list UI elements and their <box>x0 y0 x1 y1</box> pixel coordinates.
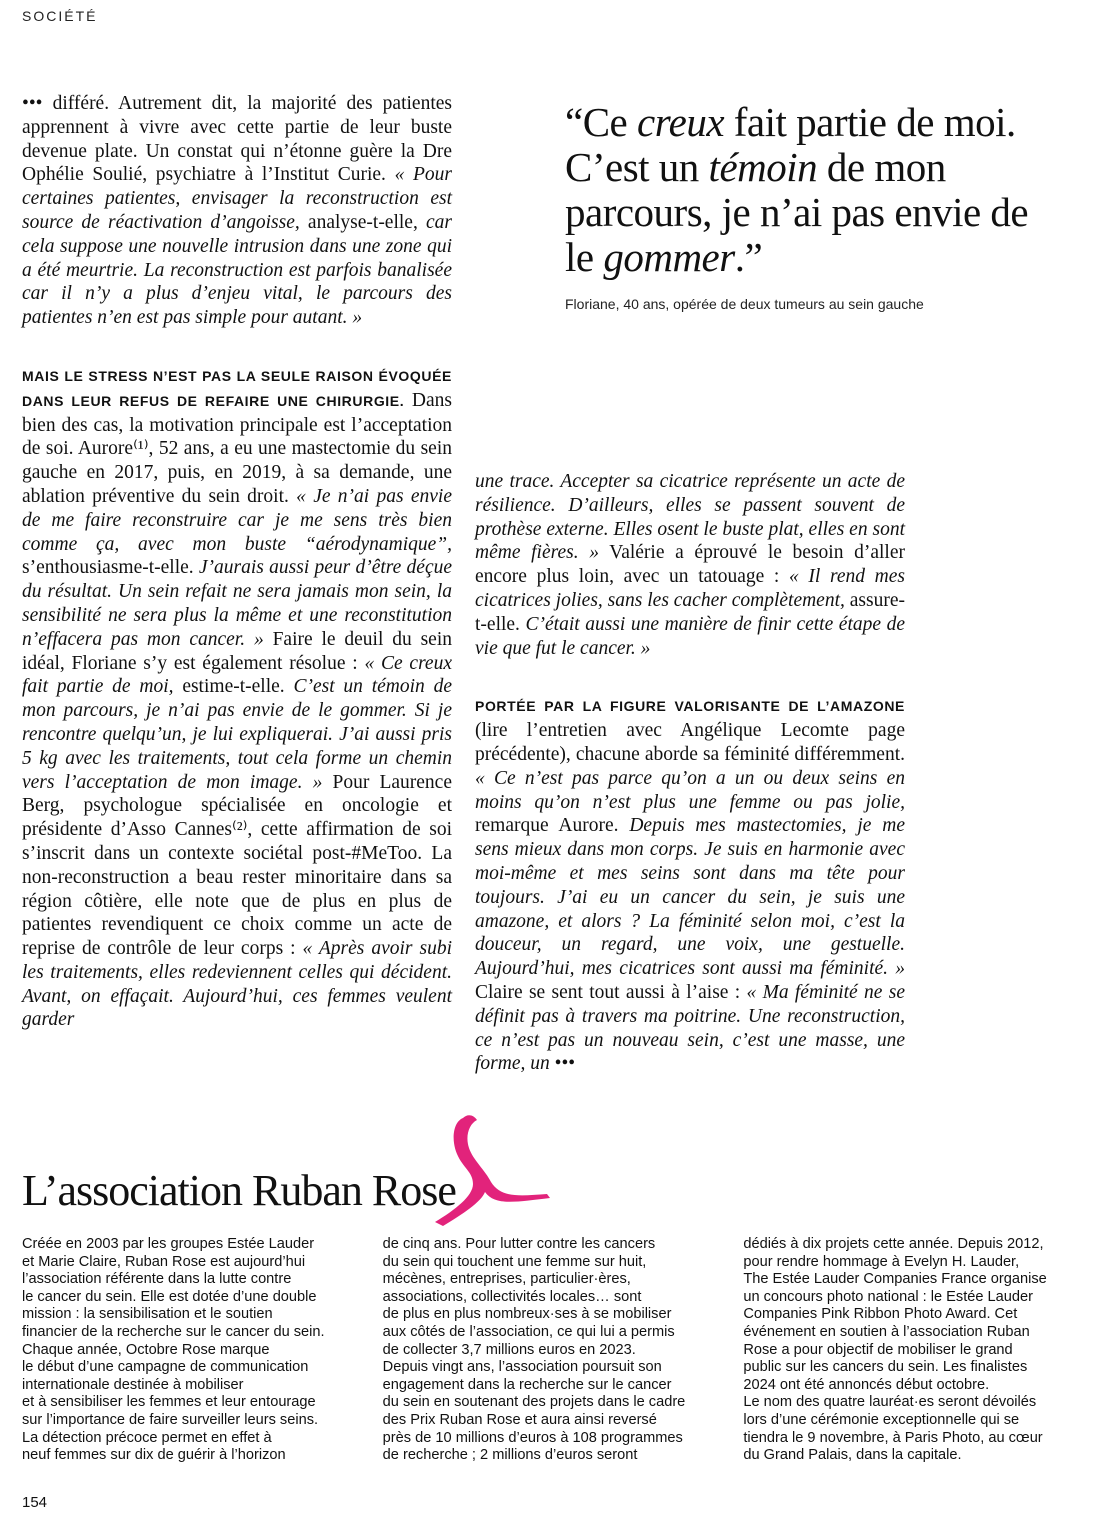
text: Dans bien des cas, la motivation principale est l’acceptation de soi. Aurore⁽¹⁾, 52 ans, a eu une mastectomie du sein gauche en 2017, puis, en 2019, à sa demande, une ablation préventive du sein droit. <box>22 389 453 507</box>
text: Faire le deuil du sein idéal, Floriane s’y est également résolue : <box>22 628 452 674</box>
text: ••• <box>549 1053 576 1075</box>
italic-text: « Je n’ai pas envie de me faire reconstruire car je me sens très bien comme ça, avec mon buste “aérodynamique”, <box>22 485 452 555</box>
paragraph-lead: PORTÉE PAR LA FIGURE VALORISANTE DE L’AMAZONE <box>475 698 905 715</box>
italic-text: « Ma féminité ne se définit pas à travers ma poitrine. Une reconstruction, ce n’est pas un nouveau sein, c’est une masse, une forme, un <box>475 981 905 1075</box>
paragraph <box>22 364 452 1032</box>
paragraph-lead: MAIS LE STRESS N’EST PAS LA SEULE RAISON ÉVOQUÉE DANS LEUR REFUS DE REFAIRE UNE CHIRURGIE. <box>22 367 452 409</box>
box-column-3: dédiés à dix projets cette année. Depuis 2012, pour rendre hommage à Evelyn H. Lauder, The Estée Lauder Companies France organise un concours photo national : le Estée Lauder Companies Pink Ribbon Photo Award. Cet événement en soutien à l’association Ruban Rose a pour objectif de mobiliser le grand public sur les cancers du sein. Les finalistes 2024 ont été annoncés début octobre. Le nom des quatre lauréat·es seront dévoilés lors d’une cérémonie exceptionnelle qui se tiendra le 9 novembre, à Paris Photo, au cœur du Grand Palais, dans la capitale. <box>743 1236 1047 1464</box>
section-label: SOCIÉTÉ <box>22 8 98 24</box>
text: assure-t-elle. <box>475 589 905 635</box>
text: Valérie a éprouvé le besoin d’aller encore plus loin, avec un tatouage : <box>475 542 905 588</box>
italic-text: « Il rend mes cicatrices jolies, sans les cacher complètement, <box>475 566 905 611</box>
text: analyse-t-elle, <box>299 211 426 233</box>
article-column-left <box>22 92 452 1032</box>
paragraph <box>22 92 452 330</box>
pull-quote-credit: Floriane, 40 ans, opérée de deux tumeurs au sein gauche <box>565 296 924 312</box>
italic-text: « Après avoir subi les traitements, elles redeviennent celles qui décident. Avant, on effaçait. Aujourd’hui, ces femmes veulent garder <box>22 938 453 1031</box>
text: ••• différé. Autrement dit, la majorité des patientes apprennent à vivre avec cette partie de leur buste devenue plate. Un constat qui n’étonne guère la Dre Ophélie Soulié, psychiatre à l’Institut Curie. <box>22 93 452 186</box>
italic-text: car cela suppose une nouvelle intrusion dans une zone qui a été meurtrie. La reconstruction est parfois banalisée car il n’y a plus d’enjeu vital, le parcours des patientes n’en est pas simple pour autant. » <box>22 211 452 329</box>
text: s’enthousiasme-t-elle. <box>22 557 199 579</box>
text: de mon parcours, je n’ai pas envie de le <box>565 144 1029 280</box>
text: (lire l’entretien avec Angélique Lecomte page précédente), chacune aborde sa féminité différemment. <box>475 720 905 765</box>
box-columns <box>22 1236 1082 1465</box>
article-column-right <box>475 470 905 1076</box>
italic-text: C’est un témoin de mon parcours, je n’ai pas envie de le gommer. Si je rencontre quelqu’un, je lui expliquerai. J’ai aussi pris 5 kg avec les traitements, tout cela forme un chemin vers l’acceptation de mon image. » <box>22 676 452 793</box>
italic-text: « Ce creux fait partie de moi, <box>22 652 452 698</box>
box-title: L’association Ruban Rose <box>22 1166 456 1215</box>
text: estime-t-elle. <box>173 676 294 698</box>
paragraph <box>475 694 905 1076</box>
italic-text: C’était aussi une manière de finir cette étape de vie que fut le cancer. » <box>475 613 905 659</box>
italic-text: J’aurais aussi peur d’être déçue du résultat. Un sein refait ne sera jamais mon sein, la sensibilité ne sera plus la même et une reconstitution n’effacera pas mon cancer. » <box>22 557 453 650</box>
italic-text: creux <box>637 99 725 145</box>
italic-text: « Pour certaines patientes, envisager la reconstruction est source de réactivation d’angoisse, <box>22 164 453 233</box>
text: “Ce <box>565 99 637 145</box>
italic-text: une trace. Accepter sa cicatrice représente un acte de résilience. D’ailleurs, elles se passent souvent de prothèse externe. Elles osent le buste plat, elles en sont même fières. » <box>475 471 905 564</box>
italic-text: gommer <box>603 234 735 280</box>
italic-text: Depuis mes mastectomies, je me sens mieux dans mon corps. Je suis en harmonie avec moi-même et mes seins sont dans ma tête pour toujours. J’ai eu un cancer du sein, je suis une amazone, et alors ? La féminité selon moi, c’est la douceur, un regard, une voix, une gestuelle. Aujourd’hui, mes cicatrices sont aussi ma féminité. » <box>475 815 905 980</box>
text: fait partie de moi. C’est un <box>565 99 1016 190</box>
text: Pour Laurence Berg, psychologue spécialisée en oncologie et présidente d’Asso Cannes⁽²⁾, cette affirmation de soi s’inscrit dans un contexte sociétal post-#MeToo. La non-reconstruction a beau rester minoritaire dans sa région côtière, elle note que de plus en plus de patientes revendiquent ce choix comme un acte de reprise de contrôle de leur corps : <box>22 771 452 960</box>
page-number: 154 <box>22 1494 48 1511</box>
pink-ribbon-icon <box>415 1110 555 1230</box>
text: remarque Aurore. <box>475 815 630 837</box>
pull-quote <box>565 100 1065 312</box>
italic-text: « Ce n’est pas parce qu’on a un ou deux seins en moins qu’on n’est plus une femme ou pas jolie, <box>475 767 905 813</box>
pull-quote-text <box>565 100 1065 280</box>
paragraph <box>475 470 905 660</box>
text: Claire se sent tout aussi à l’aise : <box>475 981 747 1003</box>
italic-text: témoin <box>708 144 818 190</box>
box-column-2: de cinq ans. Pour lutter contre les cancers du sein qui touchent une femme sur huit, mécènes, entreprises, particulier·ères, associations, collectivités locales… sont de plus en plus nombreux·ses à se mobiliser aux côtés de l’association, ce qui lui a permis de collecter 3,7 millions euros en 2023. Depuis vingt ans, l’association poursuit son engagement dans la recherche sur le cancer du sein en soutenant des projets dans le cadre des Prix Ruban Rose et aura ainsi reversé près de 10 millions d’euros à 108 programmes de recherche ; 2 millions d’euros seront <box>382 1236 686 1464</box>
box-column-1: Créée en 2003 par les groupes Estée Lauder et Marie Claire, Ruban Rose est aujourd’hui l’association référente dans la lutte contre le cancer du sein. Elle est dotée d’une double mission : la sensibilisation et le soutien financier de la recherche sur le cancer du sein. Chaque année, Octobre Rose marque le début d’une campagne de communication internationale destinée à mobiliser et à sensibiliser les femmes et leur entourage sur l’importance de faire surveiller leurs seins. La détection précoce permet en effet à neuf femmes sur dix de guérir à l’horizon <box>22 1236 325 1464</box>
text: .” <box>734 234 763 280</box>
